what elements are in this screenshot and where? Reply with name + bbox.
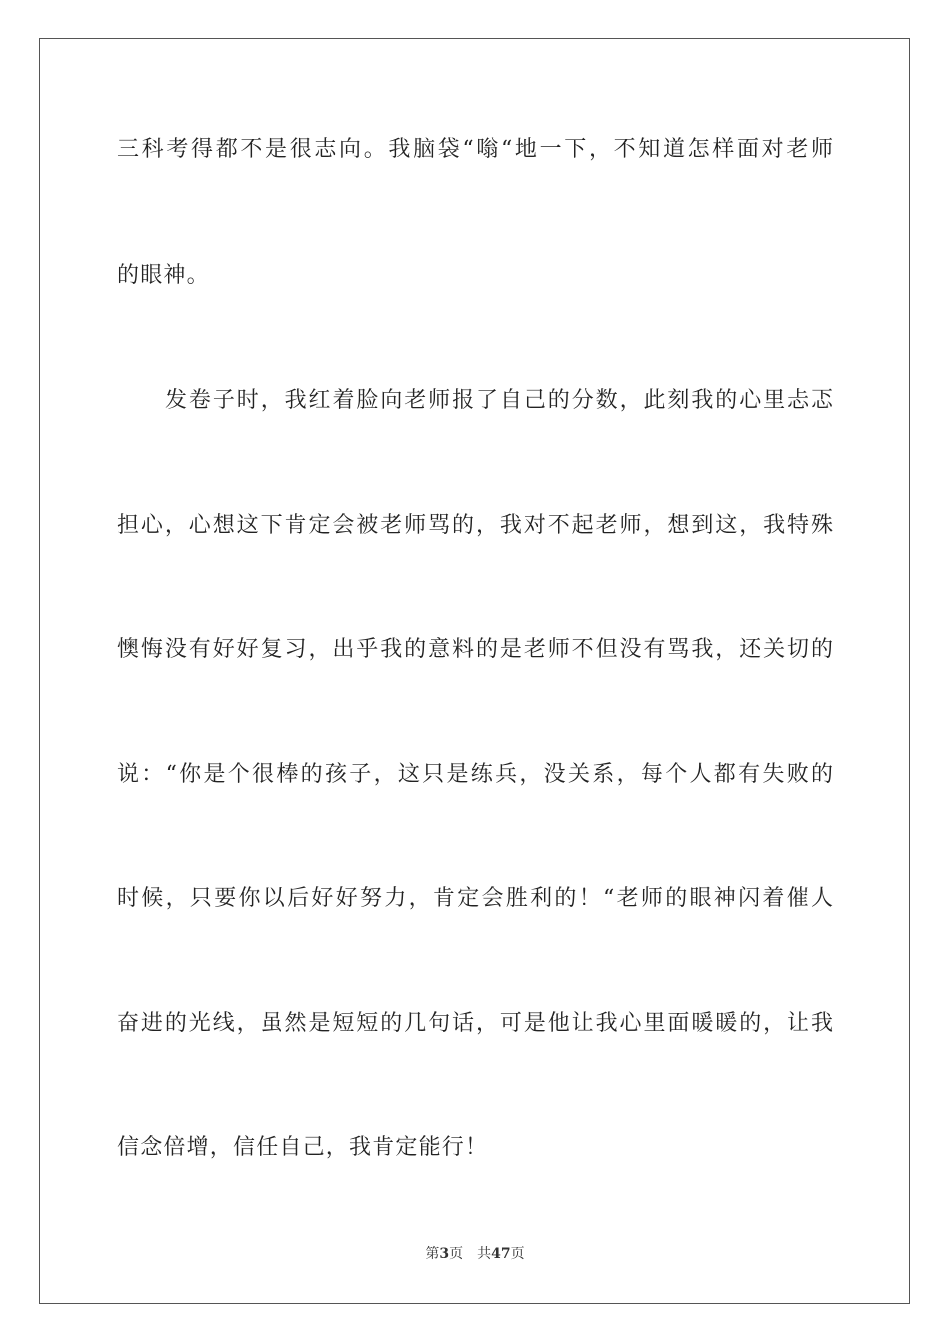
page-prefix: 第 (425, 1246, 440, 1262)
page-suffix: 页 (449, 1246, 464, 1262)
page-footer (0, 1245, 950, 1263)
text-line-5: 懊悔没有好好复习，出乎我的意料的是老师不但没有骂我，还关切的 (117, 637, 833, 662)
page-number: 3 (439, 1246, 450, 1262)
text-line-1: 三科考得都不是很志向。我脑袋“嗡“地一下，不知道怎样面对老师 (117, 137, 833, 162)
text-line-7: 时候，只要你以后好好努力，肯定会胜利的！“老师的眼神闪着催人 (117, 886, 833, 911)
text-line-6: 说：“你是个很棒的孩子，这只是练兵，没关系，每个人都有失败的 (117, 762, 833, 787)
total-prefix: 共 (477, 1246, 492, 1262)
text-line-4: 担心，心想这下肯定会被老师骂的，我对不起老师，想到这，我特殊 (117, 513, 833, 538)
text-line-3: 发卷子时，我红着脸向老师报了自己的分数，此刻我的心里忐忑 (165, 388, 833, 413)
total-pages: 47 (491, 1246, 511, 1262)
text-line-9: 信念倍增，信任自己，我肯定能行！ (117, 1135, 489, 1160)
text-line-8: 奋进的光线，虽然是短短的几句话，可是他让我心里面暖暖的，让我 (117, 1011, 833, 1036)
text-line-2: 的眼神。 (117, 263, 210, 288)
total-suffix: 页 (510, 1246, 525, 1262)
page-border (39, 38, 910, 1304)
